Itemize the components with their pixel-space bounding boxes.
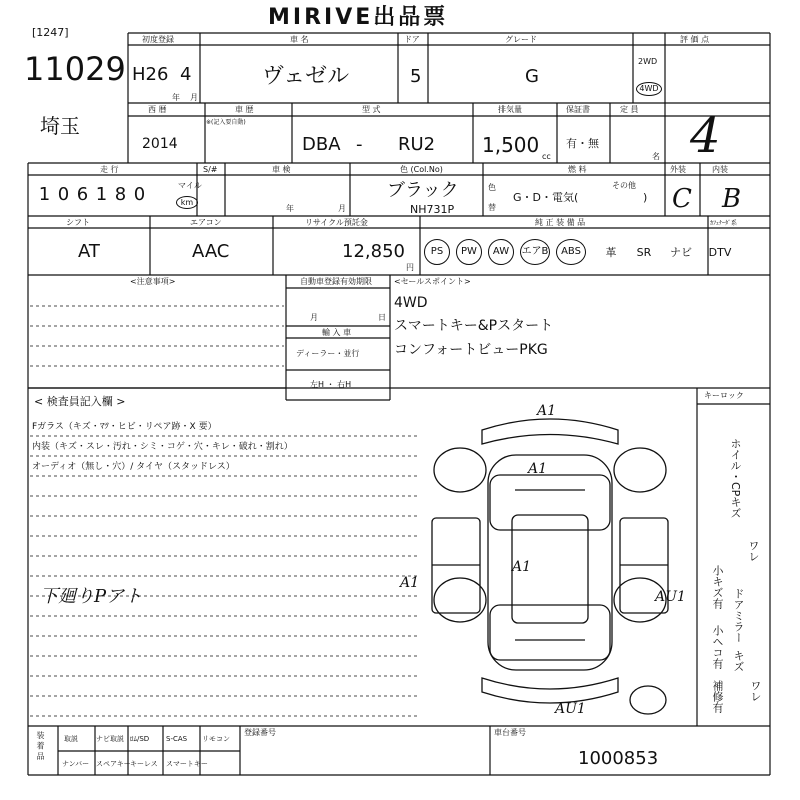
- fuel-other: その他: [612, 181, 636, 190]
- model-prefix: DBA: [302, 134, 341, 155]
- sales-point-1: 4WD: [394, 295, 428, 311]
- doors-value: 5: [410, 66, 422, 87]
- western-year: 2014: [142, 136, 178, 152]
- color-swap: 替: [488, 203, 496, 212]
- inspect-year: 年: [286, 204, 294, 213]
- model-suffix: RU2: [398, 134, 436, 155]
- color-name: ブラック: [387, 180, 459, 201]
- chassis-number: 1000853: [578, 748, 659, 769]
- chk-navi-manual: ナビ取説: [96, 735, 124, 743]
- fuel-options: G・D・電気(: [513, 191, 579, 204]
- interior-grade: B: [722, 184, 742, 214]
- month-unit: 月: [190, 93, 198, 102]
- western-label: 西 暦: [148, 105, 167, 114]
- reg-month: 月: [310, 313, 318, 322]
- shift-label: シフト: [66, 218, 90, 227]
- fuel-close: ): [643, 191, 648, 204]
- persons-unit: 名: [652, 152, 660, 161]
- interior-label: 内装: [712, 165, 728, 174]
- fuel-label: 燃 料: [568, 165, 587, 174]
- equip-pw: PW: [456, 239, 482, 265]
- equip-airbag: エアB: [520, 239, 550, 265]
- interior-line: 内装（キズ・スレ・汚れ・シミ・コゲ・穴・キレ・破れ・割れ）: [32, 442, 293, 452]
- sales-point-2: スマートキー&Pスタート: [394, 318, 554, 334]
- side-note-minor: 小キズ有: [711, 565, 724, 609]
- first-reg-label: 初度登録: [142, 35, 174, 44]
- side-note-wheel: ホイル・CPキズ: [729, 438, 742, 519]
- equip-abs: ABS: [556, 239, 586, 265]
- chk-smart-key: スマートキー: [166, 760, 208, 768]
- sales-header: <セールスポイント>: [394, 277, 471, 286]
- aircon-value: AAC: [192, 241, 230, 262]
- hand-option: 左H ・ 右H: [310, 380, 352, 389]
- overall-rating: 4: [690, 108, 721, 164]
- inspector-header: < 検査員記入欄 >: [34, 395, 126, 408]
- equip-leather: 革: [605, 245, 617, 259]
- sales-point-3: コンフォートビューPKG: [394, 342, 548, 358]
- color-label: 色 (Col.No): [400, 165, 443, 174]
- equip-dtv: DTV: [708, 245, 732, 259]
- mileage-label: 走 行: [100, 165, 119, 174]
- chk-keyless: キーレス: [130, 760, 158, 768]
- chassis-label: 車台番号: [494, 728, 526, 737]
- storage-label: 装 着 品: [36, 731, 45, 761]
- side-note-dent: 小ヘコ有: [711, 625, 724, 669]
- model-name-label: 車 名: [290, 35, 309, 44]
- warranty-value: 有・無: [566, 137, 599, 150]
- yen-unit: 円: [406, 263, 414, 272]
- equip-aw: AW: [488, 239, 514, 265]
- exterior-label: 外装: [670, 165, 686, 174]
- mile-unit: マイル: [178, 181, 202, 190]
- first-reg-era: H26: [132, 64, 169, 85]
- model-dash: -: [356, 134, 363, 155]
- mark-roof: A1: [512, 559, 532, 575]
- undercarriage-note: 下廻りPアト: [40, 586, 143, 607]
- chk-plate: ナンバー: [62, 760, 90, 768]
- keylock-label: キーロック: [704, 391, 744, 400]
- history-label: 車 歴: [235, 105, 254, 114]
- notes-header: <注意事項>: [130, 277, 176, 286]
- mark-front: A1: [537, 403, 557, 419]
- mileage-digits: 1 0 6 1 8 0: [38, 184, 146, 205]
- import-label: 輸 入 車: [322, 328, 352, 337]
- drive-4wd-circled: 4WD: [636, 82, 662, 96]
- chk-scas: S-CAS: [166, 735, 188, 743]
- grade-value: G: [525, 66, 539, 87]
- equip-ps: PS: [424, 239, 450, 265]
- prefecture: 埼玉: [40, 114, 80, 138]
- model-code-label: 型 式: [362, 105, 381, 114]
- chk-remote: リモコン: [202, 735, 230, 743]
- capacity-label: 定 員: [620, 105, 639, 114]
- vin-label: S/#: [203, 165, 218, 174]
- car-diagram: [420, 400, 680, 730]
- reg-expiry-label: 自動車登録有効期限: [300, 277, 372, 286]
- first-reg-month: 4: [180, 64, 192, 85]
- mark-right-au: AU1: [655, 589, 686, 605]
- chk-rom: ﾛﾑ/SD: [130, 735, 150, 743]
- inspect-month: 月: [338, 204, 346, 213]
- reg-no-label: 登録番号: [244, 728, 276, 737]
- mark-hood: A1: [528, 461, 548, 477]
- side-note-crack2: ワレ: [749, 680, 762, 702]
- chk-spare-key: スペアキー: [96, 760, 131, 768]
- equip-sr: SR: [636, 245, 652, 259]
- mark-rear-au: AU1: [555, 701, 586, 717]
- color-code: NH731P: [410, 203, 455, 216]
- color-sub: 色: [488, 183, 496, 192]
- form-title: MIRIVE出品票: [268, 5, 449, 30]
- equipment-label: 純 正 装 備 品: [535, 218, 586, 227]
- grade-label: グレード: [505, 35, 537, 44]
- car-navi-hdr: ｶﾌｪﾅｰﾀﾞ系: [710, 220, 738, 227]
- side-note-repair: 補修有: [711, 680, 724, 713]
- drive-2wd: 2WD: [638, 57, 658, 66]
- cc-unit: cc: [542, 152, 551, 161]
- side-note-mirror: ドアミラー: [732, 588, 745, 643]
- audio-line: オーディオ（無し・穴）/ タイヤ（スタッドレス）: [32, 462, 235, 472]
- inspection-label: 車 検: [272, 165, 291, 174]
- displacement-label: 排気量: [498, 105, 522, 114]
- windshield-line: Fガラス（キズ・ﾏﾂ・ヒビ・リペア跡・X 要）: [32, 422, 217, 432]
- warranty-label: 保証書: [566, 105, 590, 114]
- door-label: ドア: [404, 35, 420, 44]
- equip-navi: ナビ: [670, 245, 692, 259]
- chk-manual: 取説: [64, 735, 78, 743]
- side-note-crack1: ワレ: [747, 540, 760, 562]
- side-note-scratch: キズ: [732, 650, 745, 672]
- recycle-label: リサイクル預託金: [305, 218, 368, 227]
- equipment-list: [424, 238, 768, 266]
- shift-value: AT: [78, 241, 100, 262]
- km-unit-circled: km: [176, 196, 198, 209]
- reg-day: 日: [378, 313, 386, 322]
- lot-bracket: [1247]: [32, 26, 69, 39]
- dealer-option: ディーラー・並行: [296, 349, 360, 358]
- model-name: ヴェゼル: [262, 64, 350, 89]
- aircon-label: エアコン: [190, 218, 222, 227]
- year-unit: 年: [172, 93, 180, 102]
- exterior-grade: C: [672, 184, 692, 214]
- mark-left: A1: [400, 575, 420, 591]
- recycle-fee: 12,850: [342, 241, 405, 262]
- displacement-value: 1,500: [482, 133, 540, 157]
- rating-label: 評 価 点: [680, 35, 710, 44]
- lot-number: 11029: [24, 50, 126, 88]
- history-sub: ※(記入要自動): [206, 119, 246, 126]
